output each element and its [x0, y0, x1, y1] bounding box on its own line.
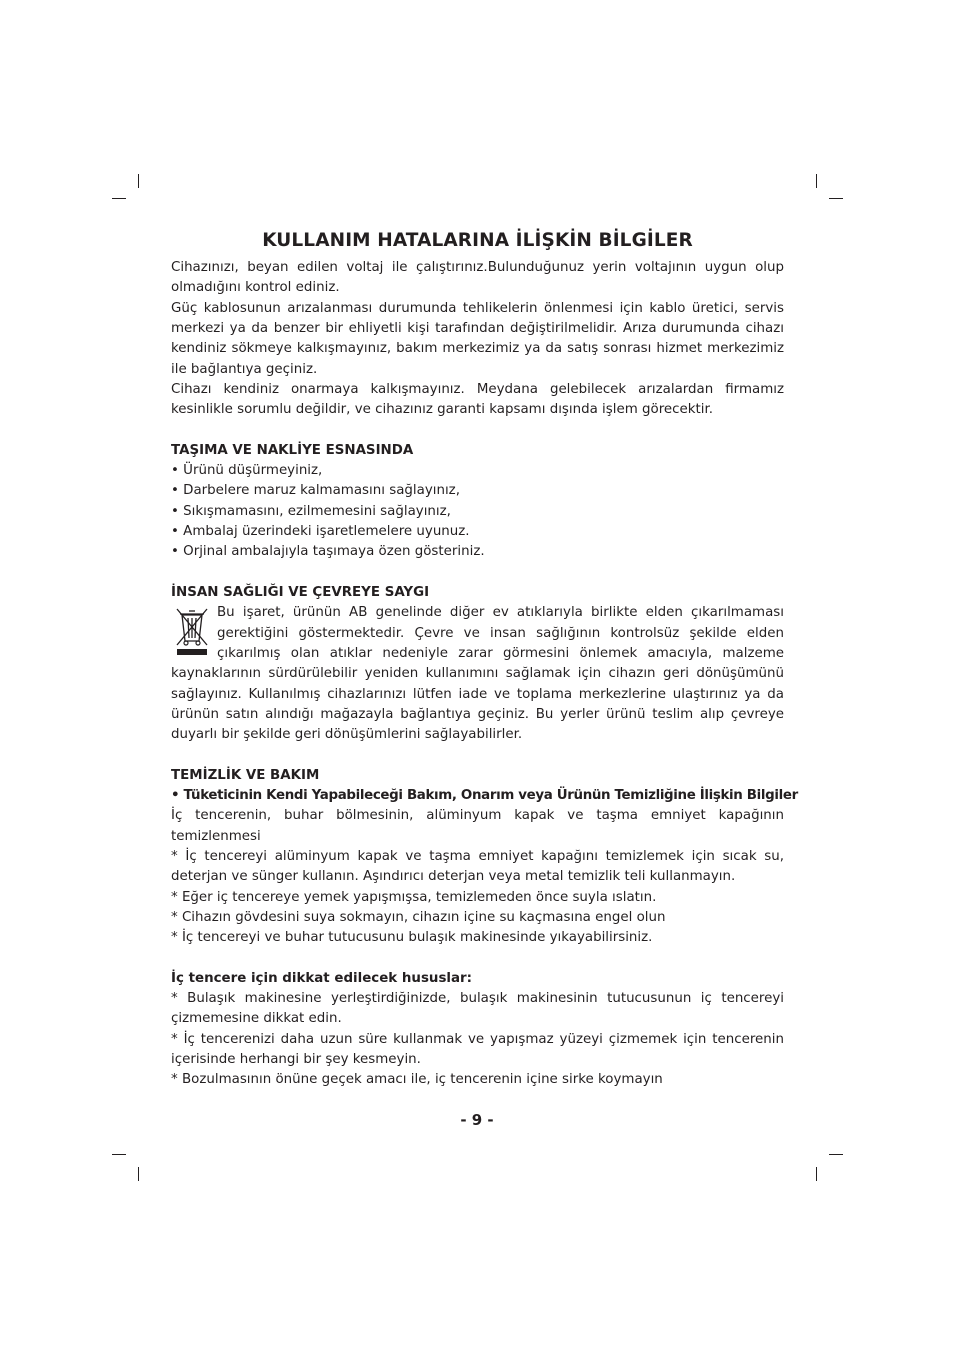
list-item: * İç tencereyi ve buhar tutucusunu bulaşık makinesinde yıkayabilirsiniz. [171, 930, 653, 946]
crop-mark-top-right-h [829, 198, 843, 199]
list-item: * İç tencereyi alüminyum kapak ve taşma emniyet kapağını temizlemek için sıcak su, deterjan ve sünger kullanın. Aşındırıcı deterjan veya metal temizlik teli kullanmayın. [171, 848, 784, 885]
list-item: * Eğer iç tencereye yemek yapışmışsa, temizlemeden önce suyla ıslatın. [171, 889, 657, 905]
intro-paragraph: Cihazınızı, beyan edilen voltaj ile çalıştırınız.Bulunduğunuz yerin voltajının uygun olup olmadığını kontrol ediniz. [171, 260, 784, 296]
transport-heading: TAŞIMA VE NAKLİYE ESNASINDA [171, 442, 414, 458]
crop-mark-top-right-v [816, 174, 817, 188]
environment-section [171, 583, 784, 746]
intro-paragraph: Cihazı kendiniz onarmaya kalkışmayınız. Meydana gelebilecek arızalardan firmamız kesinlikle sorumlu değildir, ve cihazınız garanti kapsamı dışında işlem görecektir. [171, 382, 784, 418]
crop-mark-top-left-v [138, 174, 139, 188]
page-number: - 9 - [460, 1111, 494, 1129]
list-item: * Bulaşık makinesine yerleştirdiğinizde, bulaşık makinesinin tutucusunun iç tencereyi çizmemesine dikkat edin. [171, 991, 784, 1027]
list-item: • Ambalaj üzerindeki işaretlemelere uyunuz. [171, 524, 470, 540]
list-item: • Sıkışmamasını, ezilmemesini sağlayınız, [171, 503, 451, 519]
inner-pot-heading: İç tencere için dikkat edilecek hususlar: [171, 970, 473, 986]
list-item: • Orjinal ambalajıyla taşımaya özen gösteriniz. [171, 544, 485, 560]
environment-heading: İNSAN SAĞLIĞI VE ÇEVREYE SAYGI [171, 584, 430, 600]
intro-paragraph: Güç kablosunun arızalanması durumunda tehlikelerin önlenmesi için kablo üretici, servis merkezi ya da benzer bir ehliyetli kişi tarafından değiştirilmelidir. Arıza durumunda cihazı kendiniz sökmeye kalkışmayınız, bakım merkezimiz ya da satış sonrası hizmet merkezimiz ile bağlantıya geçiniz. [171, 300, 784, 377]
cleaning-subheading: • Tüketicinin Kendi Yapabileceği Bakım, Onarım veya Ürünün Temizliğine İlişkin Bilgiler [171, 787, 798, 803]
page-title: KULLANIM HATALARINA İLİŞKİN BİLGİLER [262, 230, 693, 251]
environment-text: Bu işaret, ürünün AB genelinde diğer ev atıklarıyla birlikte elden çıkarılmaması gerektiğini göstermektedir. Çevre ve insan sağlığının kontrolsüz şekilde elden çıkarılmış olan atıklar nedeniyle zarar görmesini önlemek amacıyla, malzeme kaynaklarının sürdürülebilir yeniden kullanımını sağlamak için cihazın geri dönüşümünü sağlayınız. Kullanılmış cihazlarınızı lütfen iade ve toplama merkezlerine ulaştırınız ya da ürünün satın alındığı mağazayla bağlantıya geçiniz. Bu yerler ürünü teslim alıp çevreye duyarlı bir şekilde geri dönüşümlerini sağlayabilirler. [171, 605, 784, 743]
cleaning-lead: İç tencerenin, buhar bölmesinin, alüminyum kapak ve taşma emniyet kapağının temizlenmesi [171, 808, 784, 844]
list-item: * Bozulmasının önüne geçek amacı ile, iç tencerenin içine sirke koymayın [171, 1072, 663, 1088]
crop-mark-top-left-h [112, 198, 126, 199]
weee-crossed-bin-icon [171, 605, 213, 659]
list-item: • Ürünü düşürmeyiniz, [171, 463, 323, 479]
list-item: * Cihazın gövdesini suya sokmayın, cihazın içine su kaçmasına engel olun [171, 909, 666, 925]
intro-section [171, 258, 784, 421]
crop-mark-bottom-right-h [829, 1154, 843, 1155]
inner-pot-section [171, 969, 784, 1091]
list-item: • Darbelere maruz kalmamasını sağlayınız, [171, 483, 460, 499]
cleaning-section [171, 766, 798, 949]
crop-mark-bottom-right-v [816, 1167, 817, 1181]
crop-mark-bottom-left-v [138, 1167, 139, 1181]
page-content [171, 228, 798, 1091]
cleaning-heading: TEMİZLİK VE BAKIM [171, 767, 320, 783]
list-item: * İç tencerenizi daha uzun süre kullanmak ve yapışmaz yüzeyi çizmemek için tencerenin içerisinde herhangi bir şey kesmeyin. [171, 1031, 784, 1068]
crop-mark-bottom-left-h [112, 1154, 126, 1155]
transport-section [171, 441, 784, 563]
